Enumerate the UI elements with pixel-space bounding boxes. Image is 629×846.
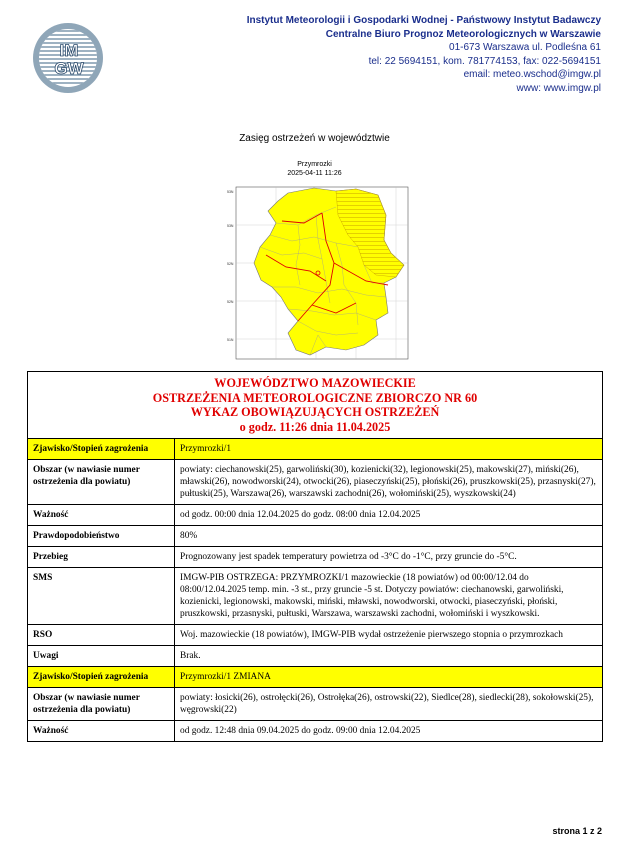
report-title-line: OSTRZEŻENIA METEOROLOGICZNE ZBIORCZO NR 60 [152, 390, 478, 405]
warning1-validity: od godz. 00:00 dnia 12.04.2025 do godz. 08:00 dnia 12.04.2025 [175, 505, 603, 526]
warning2-area: powiaty: łosicki(26), ostrołęcki(26), Ostrołęka(26), ostrowski(22), Siedlce(28), siedlecki(28), sokołowski(25), węgrowski(22) [175, 688, 603, 721]
row-label: RSO [28, 625, 175, 646]
warning1-remarks: Brak. [175, 646, 603, 667]
imgw-logo [32, 22, 104, 94]
svg-text:IM: IM [59, 41, 79, 60]
warning1-rso: Woj. mazowieckie (18 powiatów), IMGW-PIB wydał ostrzeżenie pierwszego stopnia o przymrozkach [175, 625, 603, 646]
warning1-rso-row [28, 625, 603, 646]
report-title [28, 372, 603, 439]
svg-text:52N: 52N [227, 300, 234, 304]
warning1-sms: IMGW-PIB OSTRZEGA: PRZYMROZKI/1 mazowieckie (18 powiatów) od 00:00/12.04 do 08:00/12.04.2025 temp. min. -3 st., przy gruncie -5 st. Dotyczy powiatów: ciechanowski, garwoliński, kozienicki, legionowski, makowski, miński, mławski, nowodworski, otwocki, piaseczyński, płoński, pruszkowski, przasnyski, pułtuski, Warszawa, warszawski zachodni, wołomiński i wyszkowski. [175, 568, 603, 625]
warning1-remarks-row [28, 646, 603, 667]
map-caption [0, 160, 629, 178]
warning1-area-row [28, 460, 603, 505]
svg-text:53N: 53N [227, 224, 234, 228]
warning2-phenomenon-row [28, 667, 603, 688]
row-label: Zjawisko/Stopień zagrożenia [28, 667, 175, 688]
warning1-sms-row [28, 568, 603, 625]
institute-name: Instytut Meteorologii i Gospodarki Wodnej - Państwowy Instytut Badawczy [246, 15, 601, 26]
phone: tel: 22 5694151, kom. 781774153, fax: 022-5694151 [368, 55, 601, 67]
row-label: Ważność [28, 721, 175, 742]
office-name: Centralne Biuro Prognoz Meteorologicznych w Warszawie [325, 28, 601, 40]
warning1-area: powiaty: ciechanowski(25), garwoliński(30), kozienicki(32), legionowski(25), makowski(27), miński(26), mławski(26), nowodworski(24), otwocki(26), piaseczyński(25), płoński(26), pruszkowski(25), przasnyski(27), pułtuski(25), Warszawa(26), warszawski zachodni(26), wołomiński(25), wyszkowski(24) [175, 460, 603, 505]
warning2-validity: od godz. 12:48 dnia 09.04.2025 do godz. 09:00 dnia 12.04.2025 [175, 721, 603, 742]
warning1-probability: 80% [175, 526, 603, 547]
svg-text:52N: 52N [227, 262, 234, 266]
row-label: Prawdopodobieństwo [28, 526, 175, 547]
warning2-phenomenon: Przymrozki/1 ZMIANA [175, 667, 603, 688]
email: email: meteo.wschod@imgw.pl [463, 69, 601, 80]
row-label: SMS [28, 568, 175, 625]
report-title-line: o godz. 11:26 dnia 11.04.2025 [239, 419, 391, 434]
map-timestamp: 2025-04-11 11:26 [287, 170, 342, 177]
page-number: strona 1 z 2 [552, 826, 602, 836]
row-label: Przebieg [28, 547, 175, 568]
report-title-line: WYKAZ OBOWIĄZUJĄCYCH OSTRZEŻEŃ [190, 405, 440, 419]
row-label: Obszar (w nawiasie numer ostrzeżenia dla powiatu) [28, 460, 175, 505]
warning1-phenomenon-row [28, 439, 603, 460]
svg-text:51N: 51N [227, 338, 234, 342]
map-section-title: Zasięg ostrzeżeń w województwie [239, 133, 390, 144]
warning-map [226, 185, 410, 363]
institute-header [247, 14, 601, 95]
warning2-area-row [28, 688, 603, 721]
warning1-course-row [28, 547, 603, 568]
map-warning-name: Przymrozki [297, 161, 332, 168]
svg-text:GW: GW [54, 59, 84, 78]
address: 01-673 Warszawa ul. Podleśna 61 [449, 42, 601, 53]
warning1-probability-row [28, 526, 603, 547]
website: www: www.imgw.pl [516, 82, 601, 94]
warning2-validity-row [28, 721, 603, 742]
map-axis-labels [227, 190, 234, 342]
warning1-course: Prognozowany jest spadek temperatury powietrza od -3°C do -1°C, przy gruncie do -5°C. [175, 547, 603, 568]
warning1-validity-row [28, 505, 603, 526]
warnings-table [27, 371, 603, 742]
svg-text:53N: 53N [227, 190, 234, 194]
row-label: Uwagi [28, 646, 175, 667]
row-label: Obszar (w nawiasie numer ostrzeżenia dla powiatu) [28, 688, 175, 721]
row-label: Ważność [28, 505, 175, 526]
row-label: Zjawisko/Stopień zagrożenia [28, 439, 175, 460]
warning1-phenomenon: Przymrozki/1 [175, 439, 603, 460]
report-title-line: WOJEWÓDZTWO MAZOWIECKIE [214, 376, 416, 390]
